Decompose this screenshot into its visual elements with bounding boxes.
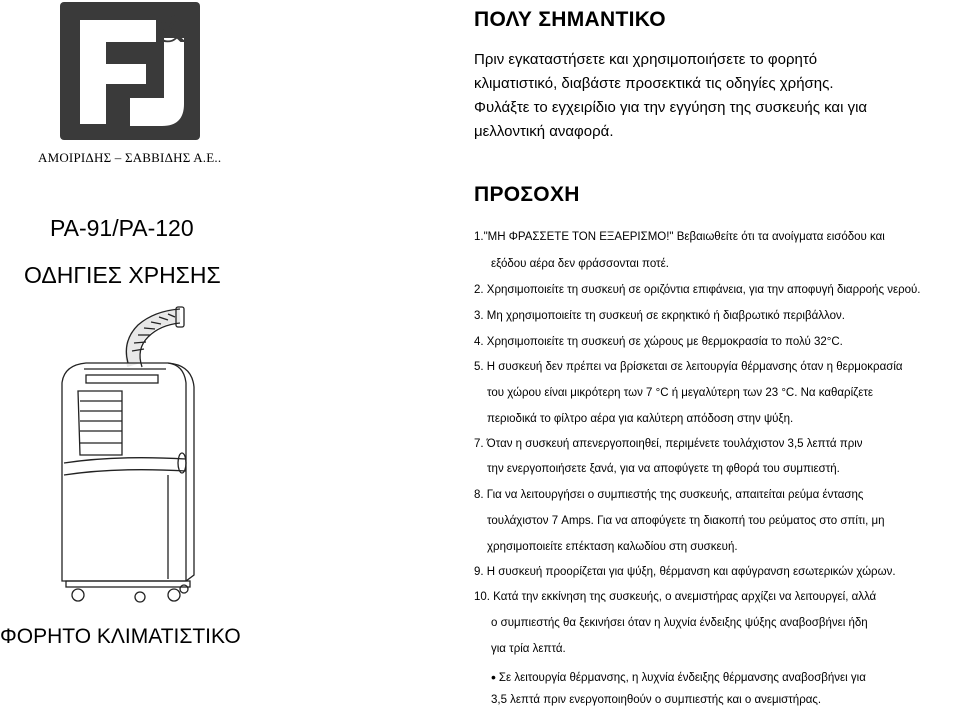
caution-line: για τρία λεπτά. [491,643,566,655]
caution-line: 5. Η συσκευή δεν πρέπει να βρίσκεται σε λειτουργία θέρμανσης όταν η θερμοκρασία [474,361,903,373]
intro-line: κλιματιστικό, διαβάστε προσεκτικά τις οδηγίες χρήσης. [474,75,834,92]
caution-line: 8. Για να λειτουργήσει ο συμπιεστής της συσκευής, απαιτείται ρεύμα έντασης [474,489,864,501]
caution-line: Σε λειτουργία θέρμανσης, η λυχνία ένδειξης θέρμανσης αναβοσβήνει για [498,672,866,684]
caution-line: 2. Χρησιμοποιείτε τη συσκευή σε οριζόντια επιφάνεια, για την αποφυγή διαρροής νερού. [474,284,921,296]
caution-line: περιοδικά το φίλτρο αέρα για καλύτερη απόδοση στην ψύξη. [487,413,794,425]
bullet-icon: • [491,669,496,685]
instructions-title: ΟΔΗΓΙΕΣ ΧΡΗΣΗΣ [24,262,221,288]
cover-panel [0,0,262,709]
caution-line: 1."ΜΗ ΦΡΑΣΣΕΤΕ ΤΟΝ ΕΞΑΕΡΙΣΜΟ!" Βεβαιωθείτε ότι τα ανοίγματα εισόδου και [474,231,885,243]
caution-bullet-item [491,668,866,684]
caution-line: εξόδου αέρα δεν φράσσονται ποτέ. [491,258,669,270]
caution-line: 10. Κατά την εκκίνηση της συσκευής, ο ανεμιστήρας αρχίζει να λειτουργεί, αλλά [474,591,877,603]
caution-line: ο συμπιεστής θα ξεκινήσει όταν η λυχνία ένδειξης ψύξης αναβοσβήνει ήδη [491,617,868,629]
caution-line: 4. Χρησιμοποιείτε τη συσκευή σε χώρους με θερμοκρασία το πολύ 32°C. [474,336,843,348]
air-conditioner-illustration [56,305,202,607]
caution-line: 3. Μη χρησιμοποιείτε τη συσκευή σε εκρηκτικό ή διαβρωτικό περιβάλλον. [474,310,845,322]
intro-line: Φυλάξτε το εγχειρίδιο για την εγγύηση της συσκευής και για [474,99,868,116]
caution-line: 9. Η συσκευή προορίζεται για ψύξη, θέρμανση και αφύγρανση εσωτερικών χώρων. [474,566,896,578]
product-title: ΦΟΡΗΤΟ ΚΛΙΜΑΤΙΣΤΙΚΟ [0,625,241,648]
caution-line: τουλάχιστον 7 Amps. Για να αποφύγετε τη διακοπή του ρεύματος στο σπίτι, μη [487,515,885,527]
model-number: PA-91/PA-120 [50,215,194,241]
intro-line: Πριν εγκαταστήσετε και χρησιμοποιήσετε το φορητό [474,51,818,68]
caution-heading: ΠΡΟΣΟΧΗ [474,183,580,206]
caution-line: 3,5 λεπτά πριν ενεργοποιηθούν ο συμπιεστής και ο ανεμιστήρας. [491,694,822,706]
intro-line: μελλοντική αναφορά. [474,123,614,140]
company-name: ΑΜΟΙΡΙΔΗΣ – ΣΑΒΒΙΔΗΣ Α.Ε.. [38,150,222,165]
caution-line: την ενεργοποιήσετε ξανά, για να αποφύγετε τη φθορά του συμπιεστή. [487,463,840,475]
important-heading: ΠΟΛΥ ΣΗΜΑΝΤΙΚΟ [474,8,666,31]
intro-paragraph [474,48,960,144]
svg-text:&: & [155,6,189,52]
caution-line: χρησιμοποιείτε επέκταση καλωδίου στη συσκευή. [487,541,738,553]
caution-line: του χώρου είναι μικρότερη των 7 °C ή μεγαλύτερη των 23 °C. Να καθαρίζετε [487,387,874,399]
caution-line: 7. Όταν η συσκευή απενεργοποιηθεί, περιμένετε τουλάχιστον 3,5 λεπτά πριν [474,438,863,450]
company-logo [60,2,200,140]
